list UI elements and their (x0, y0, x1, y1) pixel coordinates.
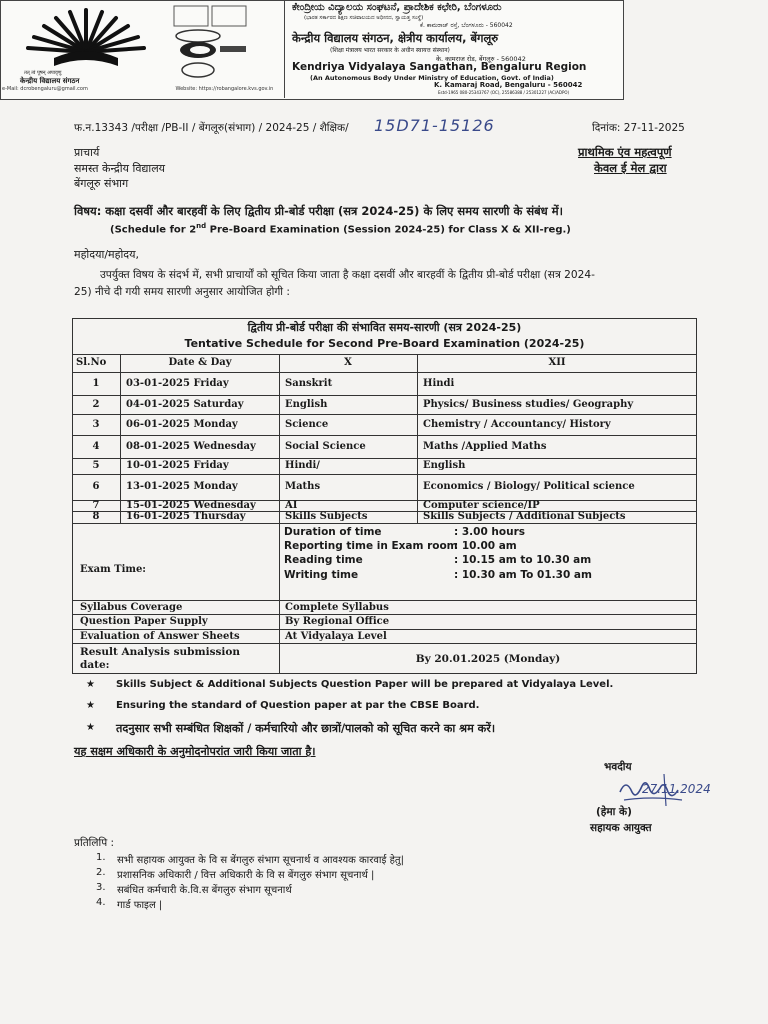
kannada-address: ಕೆ. ಕಾಮರಾಜ್ ರಸ್ತೆ, ಬೆಂಗಳೂರು - 560042 (420, 22, 513, 29)
table-title-english: Tentative Schedule for Second Pre-Board Examination (2024-25) (184, 337, 585, 350)
table-cell-class-xii: Chemistry / Accountancy/ History (423, 418, 611, 430)
emblems-icon (168, 4, 280, 84)
footer-label: Question Paper Supply (80, 616, 208, 627)
exam-time-label: Reporting time in Exam room (284, 540, 458, 552)
copy-item: गार्ड फाइल | (117, 900, 163, 911)
copy-heading: प्रतिलिपि : (74, 837, 115, 849)
table-cell-class-x: Science (285, 418, 329, 430)
table-cell-class-xii: Hindi (423, 377, 455, 389)
handwritten-number: 15D71-15126 (374, 116, 495, 135)
table-cell-sl-no: 6 (92, 481, 100, 492)
table-cell-class-xii: Computer science/IP (423, 500, 540, 511)
english-sub: (An Autonomous Body Under Ministry of Education, Govt. of India) (310, 74, 554, 82)
header-date: Date & Day (168, 357, 232, 368)
website: Website: https://robangalore.kvs.gov.in (175, 86, 274, 92)
bullet-star-icon: ★ (86, 679, 95, 690)
letter-date: दिनांक: 27-11-2025 (592, 122, 685, 134)
table-cell-sl-no: 8 (92, 511, 100, 522)
exam-time-value: : 10.00 am (454, 540, 517, 552)
table-cell-class-x: AI (285, 500, 298, 511)
exam-time-value: : 10.15 am to 10.30 am (454, 554, 592, 566)
exam-time-label: Duration of time (284, 526, 382, 538)
signatory-name: (हेमा के) (596, 806, 632, 818)
hindi-sub: (शिक्षा मंत्रालय भारत सरकार के अधीन स्वायत्त संस्थान) (330, 47, 450, 54)
letterhead-divider (284, 0, 285, 98)
note-2: Ensuring the standard of Question paper at par the CBSE Board. (116, 700, 480, 711)
english-org: Kendriya Vidyalaya Sangathan, Bengaluru Region (292, 61, 587, 73)
table-cell-class-x: Sanskrit (285, 377, 333, 389)
bullet-star-icon: ★ (86, 700, 95, 711)
note-3: तदनुसार सभी सम्बंधित शिक्षकों / कर्मचारियो और छात्रों/पालको को सूचित करने का श्रम करें। (116, 722, 496, 735)
recipient-line-1: प्राचार्य (74, 146, 100, 159)
email-website (2, 86, 273, 92)
english-address: K. Kamaraj Road, Bengaluru - 560042 (434, 81, 583, 89)
table-cell-date: 06-01-2025 Monday (126, 418, 238, 430)
table-cell-class-xii: English (423, 460, 466, 471)
phone: Estd-1965 080-25343767 (OC), 25586388 / 25301227 (AC/ADPO) (438, 90, 570, 95)
copy-item-number: 3. (96, 882, 106, 893)
table-cell-sl-no: 3 (92, 418, 100, 430)
table-cell-sl-no: 1 (92, 377, 100, 389)
table-cell-class-x: Maths (285, 481, 321, 492)
table-cell-class-x: Social Science (285, 440, 366, 452)
copy-item: सबंधित कर्मचारी के.वि.स बेंगलुरु संभाग सूचनार्थ (117, 885, 292, 896)
footer-value: Complete Syllabus (285, 602, 389, 613)
kannada-org: ಕೇಂದ್ರೀಯ ವಿದ್ಯಾಲಯ ಸಂಘಟನೆ, ಪ್ರಾದೇಶಿಕ ಕಛೇರಿ, ಬೆಂಗಳೂರು (292, 2, 502, 13)
table-cell-class-xii: Physics/ Business studies/ Geography (423, 398, 634, 410)
recipient-line-2: समस्त केन्द्रीय विद्यालय (74, 162, 166, 175)
signature-date: 27.11.2024 (642, 782, 711, 796)
table-cell-date: 03-01-2025 Friday (126, 377, 229, 389)
table-cell-class-xii: Skills Subjects / Additional Subjects (423, 511, 626, 522)
priority-label-1: प्राथमिक एंव महत्वपूर्ण (578, 145, 672, 159)
table-cell-sl-no: 2 (92, 398, 100, 410)
intro-line-2: 25) नीचे दी गयी समय सारणी अनुसार आयोजित होगी : (74, 286, 290, 298)
table-title-hindi: द्वितीय प्री-बोर्ड परीक्षा की संभावित समय-सारणी (सत्र 2024-25) (247, 321, 522, 334)
table-cell-sl-no: 7 (92, 500, 100, 511)
copy-item-number: 1. (96, 852, 106, 863)
table-cell-date: 10-01-2025 Friday (126, 460, 229, 471)
copy-item: सभी सहायक आयुक्त के वि स बेंगलुरु संभाग सूचनार्थ व आवश्यक कारवाई हेतु| (117, 855, 404, 866)
table-cell-sl-no: 5 (92, 460, 100, 471)
copy-item-number: 4. (96, 897, 106, 908)
result-label-2: date: (80, 659, 110, 671)
exam-time-value: : 10.30 am To 01.30 am (454, 569, 592, 581)
logo-motto: तत् त्वं पूषन् अपावृणु (24, 70, 62, 76)
header-class-x: X (344, 357, 352, 368)
header-slno: Sl.No (76, 357, 107, 368)
table-cell-class-x: English (285, 398, 328, 410)
file-number: फ.न.13343 /परीक्षा /PB-II / बेंगलूरु(संभाग) / 2024-25 / शैक्षिक/ (74, 122, 349, 134)
yours-faithfully: भवदीय (604, 761, 632, 773)
copy-item-number: 2. (96, 867, 106, 878)
footer-label: Syllabus Coverage (80, 602, 183, 613)
table-cell-class-x: Hindi/ (285, 460, 320, 471)
subject-hindi: विषय: कक्षा दसवीं और बारहवीं के लिए द्वितीय प्री-बोर्ड परीक्षा (सत्र 2024-25) के लिए समय सारणी के संबंध में। (74, 204, 563, 218)
result-value: By 20.01.2025 (Monday) (415, 653, 561, 665)
header-class-xii: XII (548, 357, 566, 368)
table-cell-date: 13-01-2025 Monday (126, 481, 238, 492)
salutation: महोदया/महोदय, (74, 248, 140, 261)
table-cell-class-x: Skills Subjects (285, 511, 368, 522)
exam-time-label: Writing time (284, 569, 359, 581)
exam-time-label: Reading time (284, 554, 363, 566)
exam-time-value: : 3.00 hours (454, 526, 526, 538)
footer-label: Evaluation of Answer Sheets (80, 631, 240, 642)
table-cell-date: 16-01-2025 Thursday (126, 511, 246, 522)
table-cell-sl-no: 4 (92, 440, 100, 452)
kannada-sub: (ಭಾರತ ಸರ್ಕಾರದ ಶಿಕ್ಷಣ ಸಚಿವಾಲಯದ ಅಧೀನದ, ಸ್ವಾಯತ್ತ ಸಂಸ್ಥೆ) (304, 15, 424, 21)
logo-caption: केन्द्रीय विद्यालय संगठन (20, 77, 80, 85)
letterhead (0, 0, 624, 100)
recipient-line-3: बेंगलूरु संभाग (74, 177, 129, 190)
note-1: Skills Subject & Additional Subjects Question Paper will be prepared at Vidyalaya Level. (116, 679, 614, 690)
email: e-Mail: dcrobengaluru@gmail.com (2, 86, 88, 92)
footer-value: By Regional Office (285, 616, 390, 627)
hindi-org: केन्द्रीय विद्यालय संगठन, क्षेत्रीय कार्यालय, बेंगलूरु (292, 31, 499, 45)
result-label-1: Result Analysis submission (80, 646, 241, 658)
schedule-table (72, 318, 697, 674)
table-cell-class-xii: Economics / Biology/ Political science (423, 481, 635, 492)
footer-value: At Vidyalaya Level (285, 631, 387, 642)
table-cell-date: 08-01-2025 Wednesday (126, 440, 256, 452)
priority-label-2: केवल ई मेल द्वारा (594, 161, 667, 175)
table-cell-date: 04-01-2025 Saturday (126, 398, 244, 410)
bullet-star-icon: ★ (86, 722, 95, 733)
signatory-designation: सहायक आयुक्त (590, 822, 652, 834)
table-cell-class-xii: Maths /Applied Maths (423, 440, 547, 452)
intro-line-1: उपर्युक्त विषय के संदर्भ में, सभी प्राचार्यों को सूचित किया जाता है कक्षा दसवीं और बारहवीं के द्वितीय प्री-बोर्ड परीक्षा (सत्र 2024- (100, 269, 595, 281)
table-cell-date: 15-01-2025 Wednesday (126, 500, 256, 511)
copy-item: प्रशासनिक अधिकारी / वित्त अधिकारी के वि स बेंगलुरु संभाग सूचनार्थ | (117, 870, 375, 881)
approval-note: यह सक्षम अधिकारी के अनुमोदनोपरांत जारी किया जाता है। (74, 745, 316, 758)
exam-time-label: Exam Time: (80, 564, 147, 575)
subject-english: (Schedule for 2nd Pre-Board Examination (Session 2024-25) for Class X & XII-reg.) (110, 222, 571, 236)
hindi-address: के. कामराज रोड, बेंगलूरु - 560042 (436, 55, 526, 63)
